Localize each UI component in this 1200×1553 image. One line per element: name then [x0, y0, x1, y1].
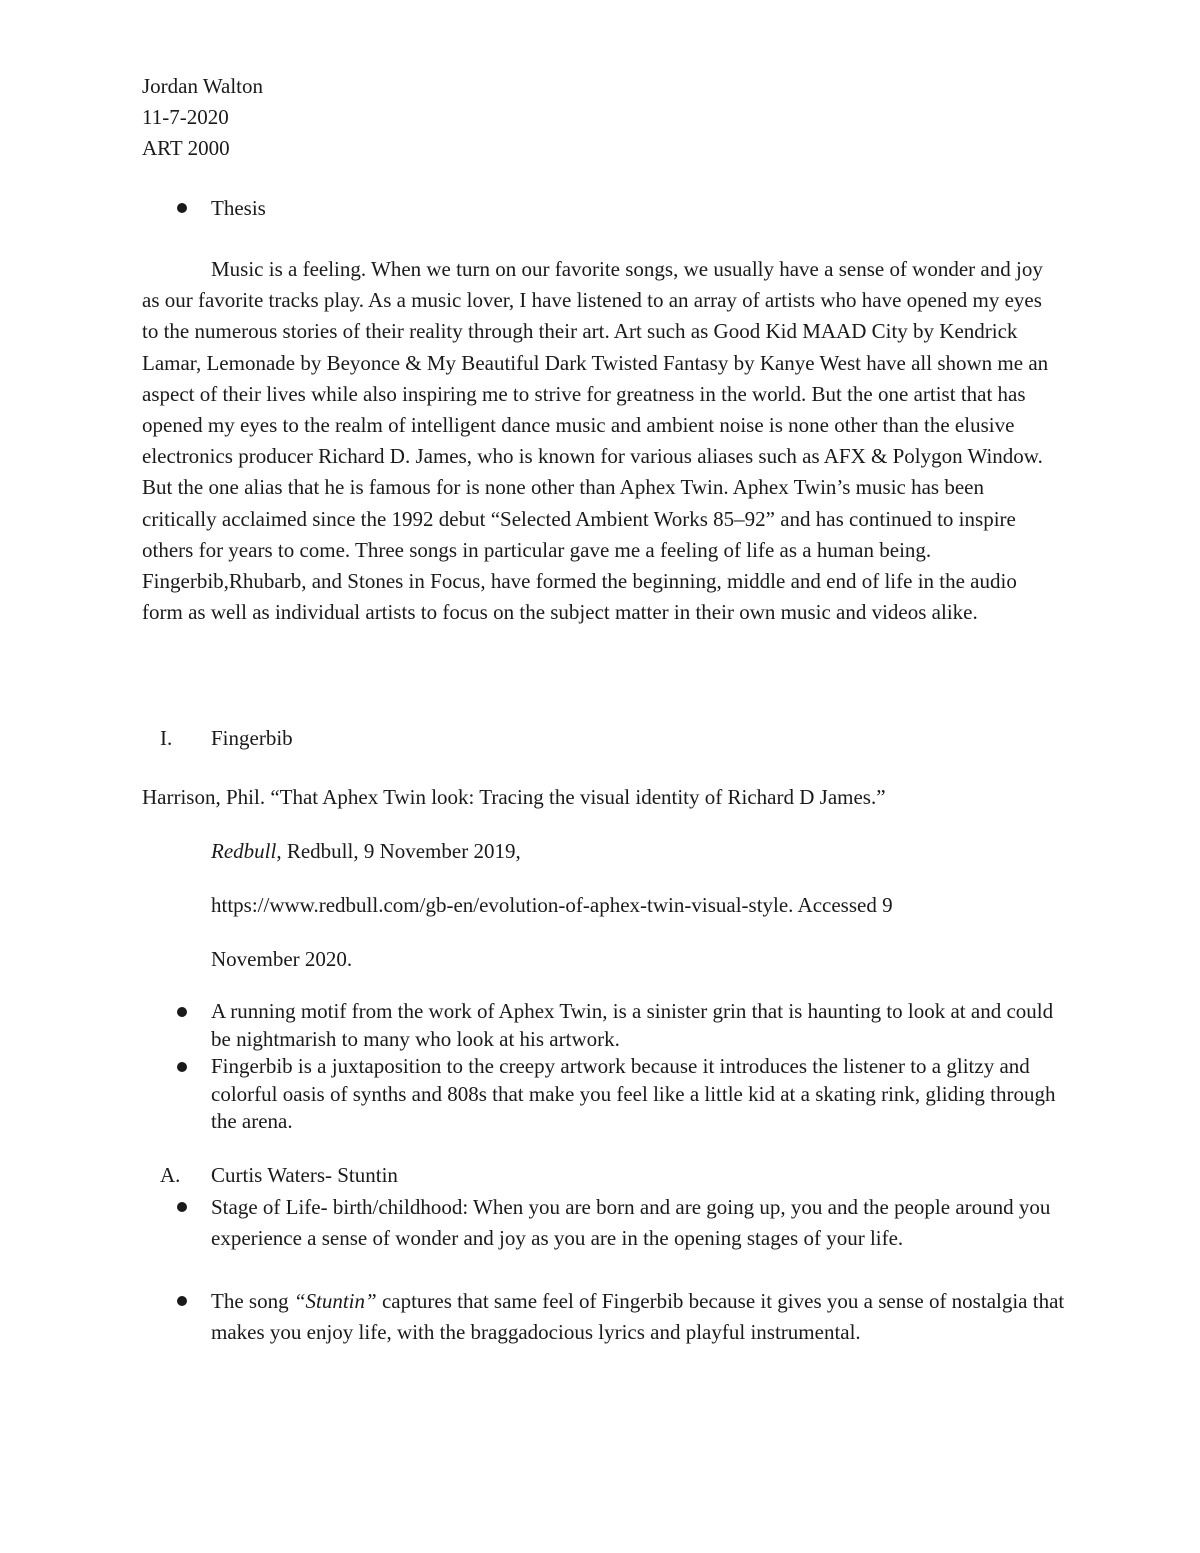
course-code: ART 2000 — [142, 136, 230, 160]
bullet-icon — [177, 1062, 187, 1072]
list-item: Stage of Life- birth/childhood: When you are born and are going up, you and the people around you experience a sense of wonder and joy as you are in the opening stages of your life. — [211, 1195, 1051, 1251]
citation-url: https://www.redbull.com/gb-en/evolution-of-aphex-twin-visual-style. Accessed 9 — [211, 893, 893, 917]
bullet-icon — [177, 1296, 187, 1306]
section-title: Fingerbib — [211, 726, 293, 750]
subsection-title: Curtis Waters- Stuntin — [211, 1163, 398, 1187]
thesis-paragraph: Music is a feeling. When we turn on our favorite songs, we usually have a sense of wonder and joy as our favorite tracks play. As a music lover, I have listened to an array of artists who have opened my eyes to the numerous stories of their reality through their art. Art such as Good Kid MAAD City by Kendrick Lamar, Lemonade by Beyonce & My Beautiful Dark Twisted Fantasy by Kanye West have all shown me an aspect of their lives while also inspiring me to strive for greatness in the world. But the one artist that has opened my eyes to the realm of intelligent dance music and ambient noise is none other than the elusive electronics producer Richard D. James, who is known for various aliases such as AFX & Polygon Window. But the one alias that he is famous for is none other than Aphex Twin. Aphex Twin’s music has been critically acclaimed since the 1992 debut “Selected Ambient Works 85–92” and has continued to inspire others for years to come. Three songs in particular gave me a feeling of life as a human being. Fingerbib,Rhubarb, and Stones in Focus, have formed the beginning, middle and end of life in the audio form as well as individual artists to focus on the subject matter in their own music and videos alike. — [142, 257, 1049, 625]
author-name: Jordan Walton — [142, 74, 263, 98]
list-item: Fingerbib is a juxtaposition to the creepy artwork because it introduces the listener to a glitzy and colorful oasis of synths and 808s that make you feel like a little kid at a skating rink, gliding through the arena. — [211, 1054, 1056, 1133]
citation-source-title: Redbull — [211, 839, 277, 863]
song-description: captures that same feel of Fingerbib because it gives you a sense of nostalgia that makes you enjoy life, with the braggadocious lyrics and playful instrumental. — [211, 1289, 1065, 1345]
citation-source-details: , Redbull, 9 November 2019, — [276, 839, 521, 863]
section-marker: I. — [160, 726, 173, 750]
list-item — [211, 1286, 1071, 1348]
citation-source — [211, 839, 521, 863]
bullet-icon — [177, 1202, 187, 1212]
bullet-icon — [177, 1007, 187, 1017]
thesis-label: Thesis — [211, 196, 266, 220]
subsection-marker: A. — [160, 1163, 181, 1187]
citation-line: Harrison, Phil. “That Aphex Twin look: Tracing the visual identity of Richard D James.” — [142, 785, 886, 809]
list-item: A running motif from the work of Aphex Twin, is a sinister grin that is haunting to look at and could be nightmarish to many who look at his artwork. — [211, 999, 1054, 1051]
song-prefix: The song — [211, 1289, 294, 1313]
citation-accessed: November 2020. — [211, 947, 353, 971]
bullet-icon — [177, 203, 187, 213]
document-date: 11-7-2020 — [142, 105, 229, 129]
song-title: “Stuntin” — [293, 1289, 377, 1313]
